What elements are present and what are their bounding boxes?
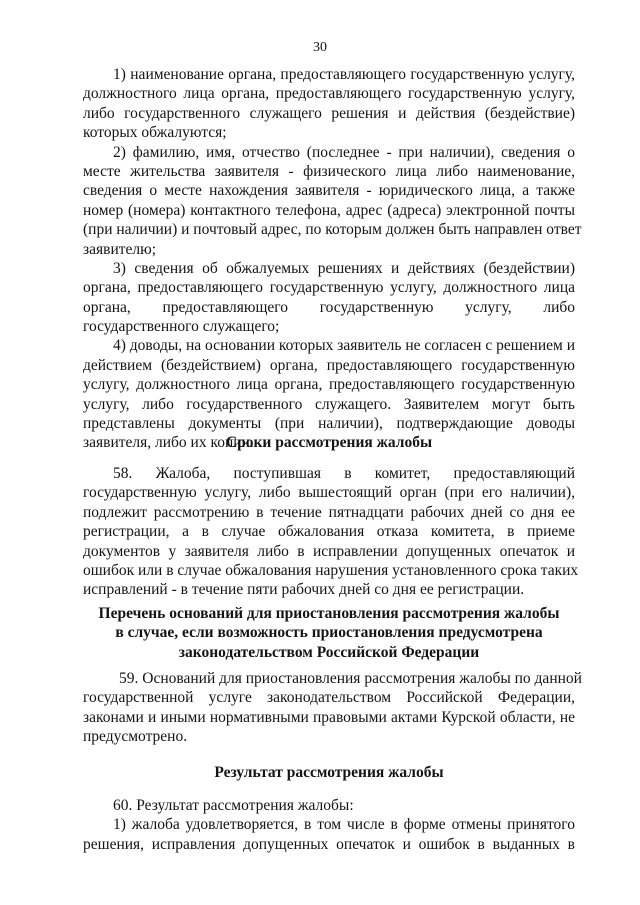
- text-line: представлены документы (при наличии), подтверждающие доводы: [83, 415, 575, 433]
- text-line: документов у заявителя либо в исправлении допущенных опечаток и: [83, 542, 575, 560]
- text-line: 58. Жалоба, поступившая в комитет, предоставляющий: [113, 465, 575, 482]
- text-line: регистрации, а в случае обжалования отказа комитета, в приеме: [83, 523, 575, 541]
- complaint-contents-list: [83, 65, 582, 453]
- text-line: услугу, либо государственного служащего. Заявителем могут быть: [83, 395, 575, 413]
- heading-review-result: Результат рассмотрения жалобы: [214, 764, 444, 781]
- text-line: государственной услуге законодательством Российской Федерации,: [83, 689, 575, 707]
- text-line: подлежит рассмотрению в течение пятнадцати рабочих дней со дня ее: [83, 503, 575, 521]
- paragraph-60: [83, 796, 575, 854]
- text-line: номер (номера) контактного телефона, адрес (адреса) электронной почты: [83, 201, 575, 219]
- text-line: органа, предоставляющего государственную услугу, должностного лица: [83, 279, 575, 297]
- text-line: либо государственного служащего решения и действия (бездействие): [83, 104, 575, 122]
- text-line: заявителя, либо их копии.: [83, 434, 254, 452]
- heading-suspension-grounds: [83, 604, 575, 662]
- text-line: 60. Результат рассмотрения жалобы:: [113, 797, 354, 814]
- text-line: заявителю;: [83, 240, 157, 258]
- paragraph-58: [83, 464, 579, 600]
- heading-line: в случае, если возможность приостановления предусмотрена: [115, 624, 543, 642]
- text-line: действием (бездействием) органа, предоставляющего государственную: [83, 356, 575, 374]
- heading-line: Перечень оснований для приостановления рассмотрения жалобы: [98, 605, 560, 622]
- text-line: 3) сведения об обжалуемых решениях и действиях (бездействии): [113, 259, 575, 277]
- text-line: исправлений - в течение пяти рабочих дней со дня ее регистрации.: [83, 581, 525, 599]
- text-line: услугу, должностного лица органа, предоставляющего государственную: [83, 376, 575, 394]
- text-line: 4) доводы, на основании которых заявитель не согласен с решением и: [113, 337, 575, 355]
- page-number: 30: [313, 40, 327, 55]
- paragraph-59: [83, 669, 582, 747]
- text-line: ошибок или в случае обжалования нарушения установленного срока таких: [83, 561, 579, 579]
- text-line: 1) наименование органа, предоставляющего государственную услугу,: [113, 66, 575, 83]
- heading-review-terms: Сроки рассмотрения жалобы: [225, 434, 433, 451]
- text-line: государственного служащего;: [83, 318, 280, 336]
- text-line: 59. Оснований для приостановления рассмотрения жалобы по данной: [119, 670, 582, 687]
- text-line: 2) фамилию, имя, отчество (последнее - при наличии), сведения о: [113, 143, 575, 161]
- text-line: органа, предоставляющего государственную услугу, либо: [83, 298, 575, 316]
- text-line: предусмотрено.: [83, 728, 188, 746]
- text-line: сведения о месте нахождения заявителя - юридического лица, а также: [83, 182, 575, 200]
- text-line: должностного лица органа, предоставляющего государственную услугу,: [83, 85, 575, 103]
- text-line: законами и иными нормативными правовыми актами Курской области, не: [83, 708, 575, 726]
- text-line: (при наличии) и почтовый адрес, по которым должен быть направлен ответ: [83, 221, 582, 239]
- text-line: которых обжалуются;: [83, 124, 227, 142]
- heading-line: законодательством Российской Федерации: [178, 643, 480, 661]
- text-line: месте жительства заявителя - физического лица либо наименование,: [83, 162, 575, 180]
- text-line: государственную услугу, либо вышестоящий орган (при его наличии),: [83, 484, 575, 502]
- text-line: решения, исправления допущенных опечаток и ошибок в выданных в: [83, 835, 575, 853]
- text-line: 1) жалоба удовлетворяется, в том числе в форме отмены принятого: [113, 816, 575, 834]
